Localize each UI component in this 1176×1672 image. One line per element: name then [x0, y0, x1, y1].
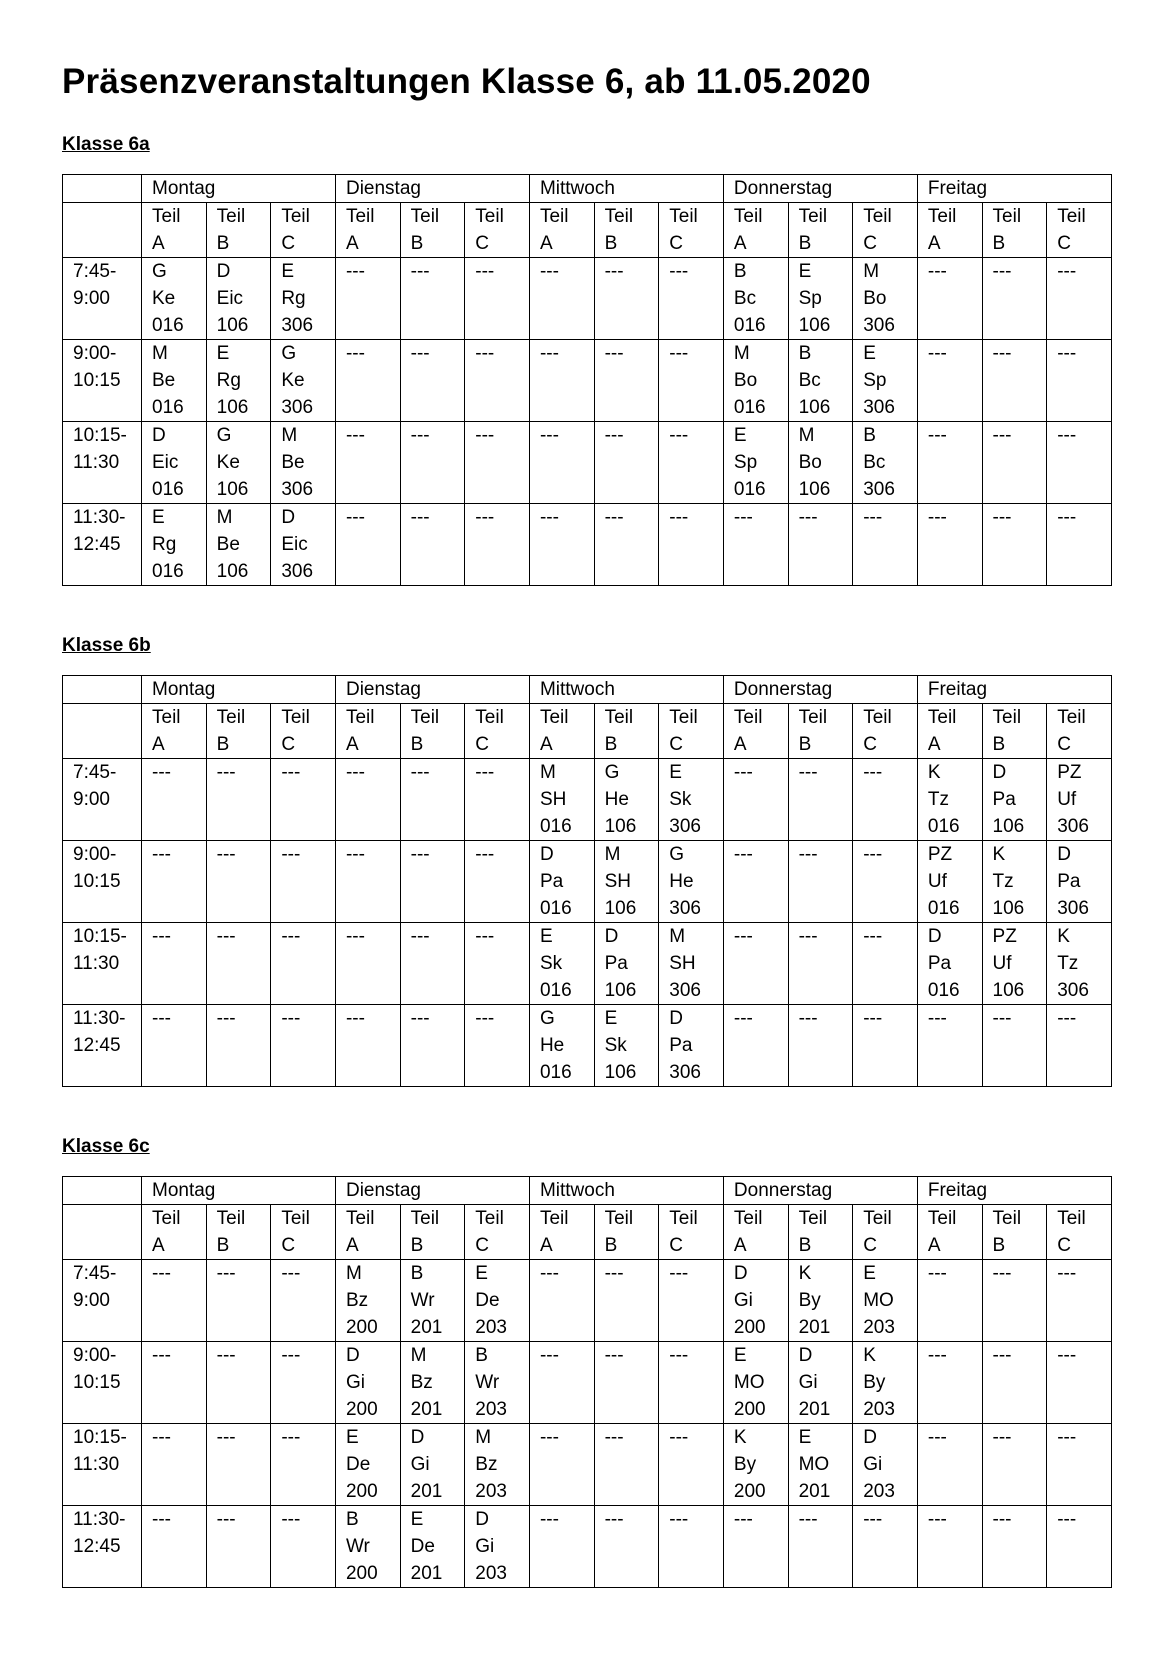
teil-header-row — [63, 203, 1112, 258]
lesson-cell: --- — [335, 340, 400, 422]
corner-cell — [63, 704, 142, 759]
lesson-cell: G He 016 — [529, 1005, 594, 1087]
lesson-cell: B Bc 016 — [723, 258, 788, 340]
lesson-cell: PZ Uf 306 — [1047, 759, 1112, 841]
lesson-cell: K By 203 — [853, 1342, 918, 1424]
timetable — [62, 1176, 1112, 1588]
teil-header: Teil A — [529, 704, 594, 759]
day-header: Mittwoch — [529, 1177, 723, 1205]
lesson-cell: D Gi 201 — [400, 1424, 465, 1506]
lesson-cell: --- — [529, 504, 594, 586]
lesson-cell: --- — [982, 1260, 1047, 1342]
lesson-cell: D Pa 306 — [659, 1005, 724, 1087]
table-row — [63, 340, 1112, 422]
lesson-cell: E Sp 016 — [723, 422, 788, 504]
teil-header: Teil A — [335, 704, 400, 759]
lesson-cell: M Bz 203 — [465, 1424, 530, 1506]
table-row — [63, 1005, 1112, 1087]
lesson-cell: G He 106 — [594, 759, 659, 841]
lesson-cell: G Ke 016 — [142, 258, 207, 340]
lesson-cell: --- — [917, 1424, 982, 1506]
lesson-cell: --- — [594, 1506, 659, 1588]
teil-header: Teil B — [788, 203, 853, 258]
teil-header: Teil C — [1047, 1205, 1112, 1260]
teil-header: Teil B — [788, 704, 853, 759]
teil-header: Teil B — [982, 203, 1047, 258]
time-slot-cell: 9:00- 10:15 — [63, 841, 142, 923]
teil-header: Teil C — [853, 704, 918, 759]
lesson-cell: B Bc 306 — [853, 422, 918, 504]
teil-header: Teil A — [142, 704, 207, 759]
lesson-cell: --- — [594, 504, 659, 586]
lesson-cell: E Sk 306 — [659, 759, 724, 841]
lesson-cell: --- — [465, 759, 530, 841]
table-row — [63, 258, 1112, 340]
lesson-cell: --- — [271, 1342, 336, 1424]
day-header-row — [63, 175, 1112, 203]
day-header: Dienstag — [335, 175, 529, 203]
lesson-cell: M Bz 201 — [400, 1342, 465, 1424]
lesson-cell: --- — [659, 340, 724, 422]
teil-header: Teil A — [142, 203, 207, 258]
lesson-cell: M Bo 106 — [788, 422, 853, 504]
teil-header-row — [63, 1205, 1112, 1260]
lesson-cell: --- — [723, 759, 788, 841]
lesson-cell: --- — [335, 759, 400, 841]
teil-header: Teil C — [659, 704, 724, 759]
time-slot-cell: 7:45- 9:00 — [63, 1260, 142, 1342]
teil-header: Teil B — [400, 1205, 465, 1260]
day-header-row — [63, 1177, 1112, 1205]
lesson-cell: --- — [659, 422, 724, 504]
lesson-cell: --- — [982, 1506, 1047, 1588]
teil-header: Teil C — [271, 1205, 336, 1260]
corner-cell — [63, 203, 142, 258]
lesson-cell: --- — [206, 1342, 271, 1424]
lesson-cell: --- — [1047, 1506, 1112, 1588]
teil-header: Teil B — [400, 203, 465, 258]
lesson-cell: B Wr 201 — [400, 1260, 465, 1342]
lesson-cell: --- — [400, 422, 465, 504]
table-row — [63, 422, 1112, 504]
lesson-cell: --- — [271, 1260, 336, 1342]
lesson-cell: --- — [594, 422, 659, 504]
lesson-cell: --- — [982, 422, 1047, 504]
time-slot-cell: 10:15- 11:30 — [63, 422, 142, 504]
lesson-cell: PZ Uf 016 — [917, 841, 982, 923]
lesson-cell: E Sp 306 — [853, 340, 918, 422]
lesson-cell: --- — [917, 1506, 982, 1588]
lesson-cell: --- — [917, 1342, 982, 1424]
lesson-cell: M Be 306 — [271, 422, 336, 504]
lesson-cell: --- — [142, 923, 207, 1005]
lesson-cell: --- — [594, 340, 659, 422]
section-title: Klasse 6b — [62, 635, 151, 656]
lesson-cell: --- — [271, 1424, 336, 1506]
lesson-cell: M Bz 200 — [335, 1260, 400, 1342]
lesson-cell: --- — [400, 1005, 465, 1087]
teil-header: Teil A — [723, 1205, 788, 1260]
lesson-cell: --- — [917, 1260, 982, 1342]
lesson-cell: --- — [788, 923, 853, 1005]
time-slot-cell: 7:45- 9:00 — [63, 258, 142, 340]
lesson-cell: --- — [206, 1005, 271, 1087]
lesson-cell: --- — [723, 1005, 788, 1087]
lesson-cell: E MO 203 — [853, 1260, 918, 1342]
lesson-cell: --- — [1047, 1005, 1112, 1087]
teil-header: Teil B — [982, 704, 1047, 759]
lesson-cell: --- — [271, 1005, 336, 1087]
teil-header: Teil A — [917, 1205, 982, 1260]
lesson-cell: --- — [853, 504, 918, 586]
teil-header: Teil B — [206, 203, 271, 258]
lesson-cell: D Gi 201 — [788, 1342, 853, 1424]
table-row — [63, 1342, 1112, 1424]
lesson-cell: PZ Uf 106 — [982, 923, 1047, 1005]
teil-header: Teil C — [659, 1205, 724, 1260]
table-row — [63, 1506, 1112, 1588]
corner-cell — [63, 676, 142, 704]
teil-header: Teil A — [917, 704, 982, 759]
teil-header: Teil B — [400, 704, 465, 759]
lesson-cell: --- — [917, 1005, 982, 1087]
teil-header: Teil C — [1047, 704, 1112, 759]
lesson-cell: --- — [1047, 1260, 1112, 1342]
section-klasse-6c — [62, 1135, 1112, 1588]
lesson-cell: --- — [1047, 258, 1112, 340]
teil-header: Teil A — [335, 203, 400, 258]
lesson-cell: D Eic 016 — [142, 422, 207, 504]
teil-header: Teil A — [917, 203, 982, 258]
section-title: Klasse 6c — [62, 1136, 150, 1157]
lesson-cell: --- — [142, 1005, 207, 1087]
lesson-cell: --- — [594, 1260, 659, 1342]
timetable — [62, 675, 1112, 1087]
lesson-cell: --- — [142, 1424, 207, 1506]
lesson-cell: --- — [788, 759, 853, 841]
day-header: Freitag — [917, 1177, 1111, 1205]
teil-header: Teil A — [529, 1205, 594, 1260]
lesson-cell: E De 201 — [400, 1506, 465, 1588]
lesson-cell: E De 200 — [335, 1424, 400, 1506]
lesson-cell: --- — [1047, 422, 1112, 504]
lesson-cell: --- — [529, 1342, 594, 1424]
lesson-cell: --- — [465, 504, 530, 586]
lesson-cell: --- — [659, 258, 724, 340]
lesson-cell: --- — [788, 1005, 853, 1087]
lesson-cell: D Eic 106 — [206, 258, 271, 340]
teil-header: Teil A — [529, 203, 594, 258]
lesson-cell: --- — [335, 258, 400, 340]
lesson-cell: --- — [659, 1424, 724, 1506]
lesson-cell: --- — [400, 258, 465, 340]
lesson-cell: --- — [529, 258, 594, 340]
time-slot-cell: 11:30- 12:45 — [63, 1506, 142, 1588]
lesson-cell: E Rg 106 — [206, 340, 271, 422]
table-row — [63, 1260, 1112, 1342]
lesson-cell: B Wr 200 — [335, 1506, 400, 1588]
lesson-cell: --- — [400, 923, 465, 1005]
time-slot-cell: 11:30- 12:45 — [63, 504, 142, 586]
lesson-cell: --- — [853, 1506, 918, 1588]
lesson-cell: B Wr 203 — [465, 1342, 530, 1424]
lesson-cell: D Gi 203 — [465, 1506, 530, 1588]
lesson-cell: M Be 106 — [206, 504, 271, 586]
lesson-cell: --- — [271, 923, 336, 1005]
time-slot-cell: 10:15- 11:30 — [63, 923, 142, 1005]
teil-header: Teil A — [142, 1205, 207, 1260]
day-header: Donnerstag — [723, 175, 917, 203]
time-slot-cell: 11:30- 12:45 — [63, 1005, 142, 1087]
lesson-cell: --- — [659, 1506, 724, 1588]
lesson-cell: D Eic 306 — [271, 504, 336, 586]
teil-header: Teil C — [853, 203, 918, 258]
day-header: Donnerstag — [723, 1177, 917, 1205]
teil-header: Teil A — [723, 704, 788, 759]
lesson-cell: E De 203 — [465, 1260, 530, 1342]
table-row — [63, 1424, 1112, 1506]
lesson-cell: --- — [853, 759, 918, 841]
day-header: Freitag — [917, 175, 1111, 203]
day-header: Mittwoch — [529, 676, 723, 704]
teil-header: Teil B — [594, 203, 659, 258]
lesson-cell: E MO 200 — [723, 1342, 788, 1424]
lesson-cell: --- — [594, 1424, 659, 1506]
lesson-cell: D Pa 106 — [594, 923, 659, 1005]
lesson-cell: --- — [142, 1342, 207, 1424]
lesson-cell: --- — [788, 841, 853, 923]
time-slot-cell: 7:45- 9:00 — [63, 759, 142, 841]
lesson-cell: --- — [206, 759, 271, 841]
lesson-cell: --- — [400, 841, 465, 923]
lesson-cell: E Sk 016 — [529, 923, 594, 1005]
lesson-cell: M Bo 306 — [853, 258, 918, 340]
lesson-cell: G Ke 306 — [271, 340, 336, 422]
lesson-cell: --- — [853, 1005, 918, 1087]
lesson-cell: M Bo 016 — [723, 340, 788, 422]
lesson-cell: K By 201 — [788, 1260, 853, 1342]
lesson-cell: M SH 016 — [529, 759, 594, 841]
lesson-cell: --- — [206, 1424, 271, 1506]
lesson-cell: --- — [723, 841, 788, 923]
teil-header: Teil B — [206, 1205, 271, 1260]
lesson-cell: D Pa 016 — [529, 841, 594, 923]
lesson-cell: --- — [982, 340, 1047, 422]
lesson-cell: --- — [529, 1260, 594, 1342]
table-row — [63, 841, 1112, 923]
lesson-cell: --- — [529, 340, 594, 422]
section-klasse-6a — [62, 133, 1112, 586]
page-title: Präsenzveranstaltungen Klasse 6, ab 11.05.2020 — [62, 62, 871, 101]
teil-header: Teil C — [659, 203, 724, 258]
lesson-cell: K Tz 106 — [982, 841, 1047, 923]
lesson-cell: --- — [206, 923, 271, 1005]
timetable — [62, 174, 1112, 586]
lesson-cell: --- — [659, 1342, 724, 1424]
teil-header: Teil B — [594, 1205, 659, 1260]
section-title: Klasse 6a — [62, 134, 150, 155]
day-header-row — [63, 676, 1112, 704]
lesson-cell: --- — [853, 841, 918, 923]
lesson-cell: --- — [1047, 1342, 1112, 1424]
day-header: Freitag — [917, 676, 1111, 704]
corner-cell — [63, 1177, 142, 1205]
teil-header: Teil C — [465, 704, 530, 759]
lesson-cell: K Tz 016 — [917, 759, 982, 841]
lesson-cell: E Sk 106 — [594, 1005, 659, 1087]
lesson-cell: --- — [206, 1506, 271, 1588]
lesson-cell: --- — [529, 422, 594, 504]
lesson-cell: --- — [917, 340, 982, 422]
lesson-cell: --- — [982, 258, 1047, 340]
teil-header: Teil C — [271, 203, 336, 258]
lesson-cell: --- — [142, 1260, 207, 1342]
time-slot-cell: 10:15- 11:30 — [63, 1424, 142, 1506]
lesson-cell: --- — [853, 923, 918, 1005]
teil-header: Teil A — [723, 203, 788, 258]
corner-cell — [63, 175, 142, 203]
lesson-cell: --- — [335, 923, 400, 1005]
table-row — [63, 759, 1112, 841]
teil-header: Teil B — [206, 704, 271, 759]
teil-header: Teil B — [594, 704, 659, 759]
day-header: Dienstag — [335, 676, 529, 704]
lesson-cell: --- — [335, 841, 400, 923]
day-header: Mittwoch — [529, 175, 723, 203]
lesson-cell: --- — [723, 1506, 788, 1588]
teil-header: Teil C — [1047, 203, 1112, 258]
lesson-cell: --- — [982, 1005, 1047, 1087]
lesson-cell: M SH 106 — [594, 841, 659, 923]
lesson-cell: --- — [465, 841, 530, 923]
lesson-cell: --- — [723, 923, 788, 1005]
table-row — [63, 504, 1112, 586]
lesson-cell: --- — [594, 258, 659, 340]
lesson-cell: --- — [271, 1506, 336, 1588]
teil-header: Teil A — [335, 1205, 400, 1260]
lesson-cell: --- — [335, 504, 400, 586]
teil-header: Teil C — [465, 1205, 530, 1260]
lesson-cell: G Ke 106 — [206, 422, 271, 504]
lesson-cell: D Pa 016 — [917, 923, 982, 1005]
lesson-cell: --- — [982, 1342, 1047, 1424]
teil-header: Teil B — [982, 1205, 1047, 1260]
lesson-cell: E Sp 106 — [788, 258, 853, 340]
lesson-cell: --- — [1047, 504, 1112, 586]
lesson-cell: --- — [465, 422, 530, 504]
lesson-cell: --- — [788, 504, 853, 586]
lesson-cell: D Pa 306 — [1047, 841, 1112, 923]
lesson-cell: K Tz 306 — [1047, 923, 1112, 1005]
lesson-cell: G He 306 — [659, 841, 724, 923]
lesson-cell: --- — [206, 1260, 271, 1342]
lesson-cell: --- — [400, 504, 465, 586]
teil-header: Teil C — [853, 1205, 918, 1260]
lesson-cell: --- — [465, 923, 530, 1005]
day-header: Donnerstag — [723, 676, 917, 704]
day-header: Dienstag — [335, 1177, 529, 1205]
lesson-cell: --- — [788, 1506, 853, 1588]
lesson-cell: --- — [335, 1005, 400, 1087]
lesson-cell: D Gi 203 — [853, 1424, 918, 1506]
lesson-cell: --- — [465, 1005, 530, 1087]
time-slot-cell: 9:00- 10:15 — [63, 1342, 142, 1424]
lesson-cell: --- — [400, 759, 465, 841]
teil-header: Teil C — [271, 704, 336, 759]
corner-cell — [63, 1205, 142, 1260]
lesson-cell: D Gi 200 — [335, 1342, 400, 1424]
lesson-cell: --- — [142, 1506, 207, 1588]
section-klasse-6b — [62, 634, 1112, 1087]
teil-header-row — [63, 704, 1112, 759]
lesson-cell: E Rg 306 — [271, 258, 336, 340]
lesson-cell: --- — [271, 759, 336, 841]
lesson-cell: --- — [465, 258, 530, 340]
lesson-cell: --- — [917, 258, 982, 340]
lesson-cell: --- — [982, 1424, 1047, 1506]
lesson-cell: --- — [659, 504, 724, 586]
lesson-cell: --- — [594, 1342, 659, 1424]
teil-header: Teil B — [788, 1205, 853, 1260]
lesson-cell: --- — [723, 504, 788, 586]
time-slot-cell: 9:00- 10:15 — [63, 340, 142, 422]
lesson-cell: --- — [917, 422, 982, 504]
lesson-cell: D Pa 106 — [982, 759, 1047, 841]
lesson-cell: --- — [529, 1506, 594, 1588]
lesson-cell: M SH 306 — [659, 923, 724, 1005]
lesson-cell: --- — [400, 340, 465, 422]
teil-header: Teil C — [465, 203, 530, 258]
day-header: Montag — [142, 676, 336, 704]
lesson-cell: --- — [271, 841, 336, 923]
lesson-cell: D Gi 200 — [723, 1260, 788, 1342]
lesson-cell: --- — [529, 1424, 594, 1506]
lesson-cell: --- — [142, 841, 207, 923]
lesson-cell: --- — [917, 504, 982, 586]
lesson-cell: K By 200 — [723, 1424, 788, 1506]
lesson-cell: --- — [982, 504, 1047, 586]
lesson-cell: --- — [142, 759, 207, 841]
day-header: Montag — [142, 175, 336, 203]
lesson-cell: E MO 201 — [788, 1424, 853, 1506]
lesson-cell: --- — [465, 340, 530, 422]
lesson-cell: B Bc 106 — [788, 340, 853, 422]
table-row — [63, 923, 1112, 1005]
lesson-cell: --- — [659, 1260, 724, 1342]
lesson-cell: E Rg 016 — [142, 504, 207, 586]
day-header: Montag — [142, 1177, 336, 1205]
lesson-cell: --- — [1047, 1424, 1112, 1506]
lesson-cell: M Be 016 — [142, 340, 207, 422]
lesson-cell: --- — [335, 422, 400, 504]
lesson-cell: --- — [206, 841, 271, 923]
lesson-cell: --- — [1047, 340, 1112, 422]
